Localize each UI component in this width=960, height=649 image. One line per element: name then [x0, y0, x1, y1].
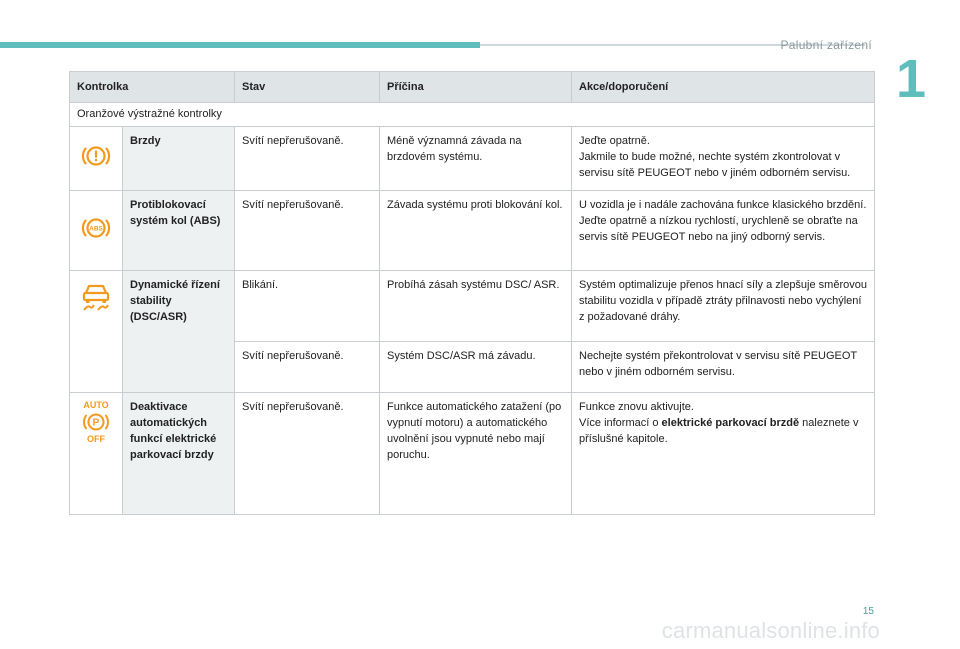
action-text: naleznete v příslušné kapitole. [579, 417, 859, 445]
row-action [572, 127, 875, 191]
row-action [572, 393, 875, 515]
action-line: U vozidla je i nadále zachována funkce klasického brzdění. [579, 199, 867, 211]
header-akce: Akce/doporučení [572, 72, 875, 103]
row-cause: Méně významná závada na brzdovém systému. [380, 127, 572, 191]
row-label: Protiblokovací systém kol (ABS) [123, 191, 235, 271]
row-action [572, 191, 875, 271]
action-line: Jeďte opatrně. [579, 135, 650, 147]
auto-parking-brake-off-icon [79, 399, 113, 450]
row-label: Brzdy [123, 127, 235, 191]
row-label: Dynamické řízení stability (DSC/ASR) [123, 271, 235, 393]
section-title: Palubní zařízení [780, 38, 872, 52]
header-pricina: Příčina [380, 72, 572, 103]
row-action: Nechejte systém překontrolovat v servisu sítě PEUGEOT nebo v jiném odborném servisu. [572, 342, 875, 393]
row-state: Blikání. [235, 271, 380, 342]
row-action [572, 271, 875, 342]
watermark-logo: carmanualsonline.info [661, 618, 880, 643]
row-cause: Probíhá zásah systému DSC/ ASR. [380, 271, 572, 342]
action-line: Funkce znovu aktivujte. [579, 401, 694, 413]
header-kontrolka: Kontrolka [70, 72, 235, 103]
row-cause: Závada systému proti blokování kol. [380, 191, 572, 271]
action-bold-link: elektrické parkovací brzdě [661, 417, 800, 429]
table-header-row [70, 72, 875, 103]
icon-text-auto: AUTO [83, 400, 109, 410]
group-label: Oranžové výstražné kontrolky [70, 103, 875, 127]
header-stav: Stav [235, 72, 380, 103]
icon-cell [70, 191, 123, 271]
row-state: Svítí nepřerušovaně. [235, 393, 380, 515]
table-row [70, 393, 875, 515]
row-cause: Systém DSC/ASR má závadu. [380, 342, 572, 393]
dsc-asr-icon [79, 279, 113, 318]
action-line [579, 415, 867, 447]
top-accent-bar [0, 42, 480, 48]
warning-lights-table [69, 71, 875, 515]
row-cause: Funkce automatického zatažení (po vypnutí motoru) a automatického uvolnění jsou vypnuté nebo mají poruchu. [380, 393, 572, 515]
row-state: Svítí nepřerušovaně. [235, 342, 380, 393]
icon-cell [70, 393, 123, 515]
icon-cell [70, 127, 123, 191]
action-line: Jeďte opatrně a nízkou rychlostí, urychleně se obraťte na servis sítě PEUGEOT nebo na jiný odborný servis. [579, 215, 858, 243]
icon-cell [70, 271, 123, 393]
page-number: 15 [862, 606, 874, 617]
table-row [70, 127, 875, 191]
action-line: Systém optimalizuje přenos hnací síly a zlepšuje směrovou stabilitu vozidla v případě ztráty přilnavosti nebo vychýlení z požadované dráhy. [579, 279, 867, 323]
table-row [70, 271, 875, 342]
group-row [70, 103, 875, 127]
row-label: Deaktivace automatických funkcí elektrické parkovací brzdy [123, 393, 235, 515]
brake-warning-icon [80, 143, 112, 174]
icon-text-off: OFF [87, 434, 105, 444]
abs-warning-icon [80, 215, 112, 246]
svg-text:ABS: ABS [89, 225, 103, 233]
table-row [70, 191, 875, 271]
row-state: Svítí nepřerušovaně. [235, 191, 380, 271]
chapter-number: 1 [896, 49, 927, 109]
action-line: Jakmile to bude možné, nechte systém zkontrolovat v servisu sítě PEUGEOT nebo v jiném odborném servisu. [579, 151, 851, 179]
icon-text-p: P [92, 417, 100, 429]
action-text: Více informací o [579, 417, 662, 429]
row-state: Svítí nepřerušovaně. [235, 127, 380, 191]
